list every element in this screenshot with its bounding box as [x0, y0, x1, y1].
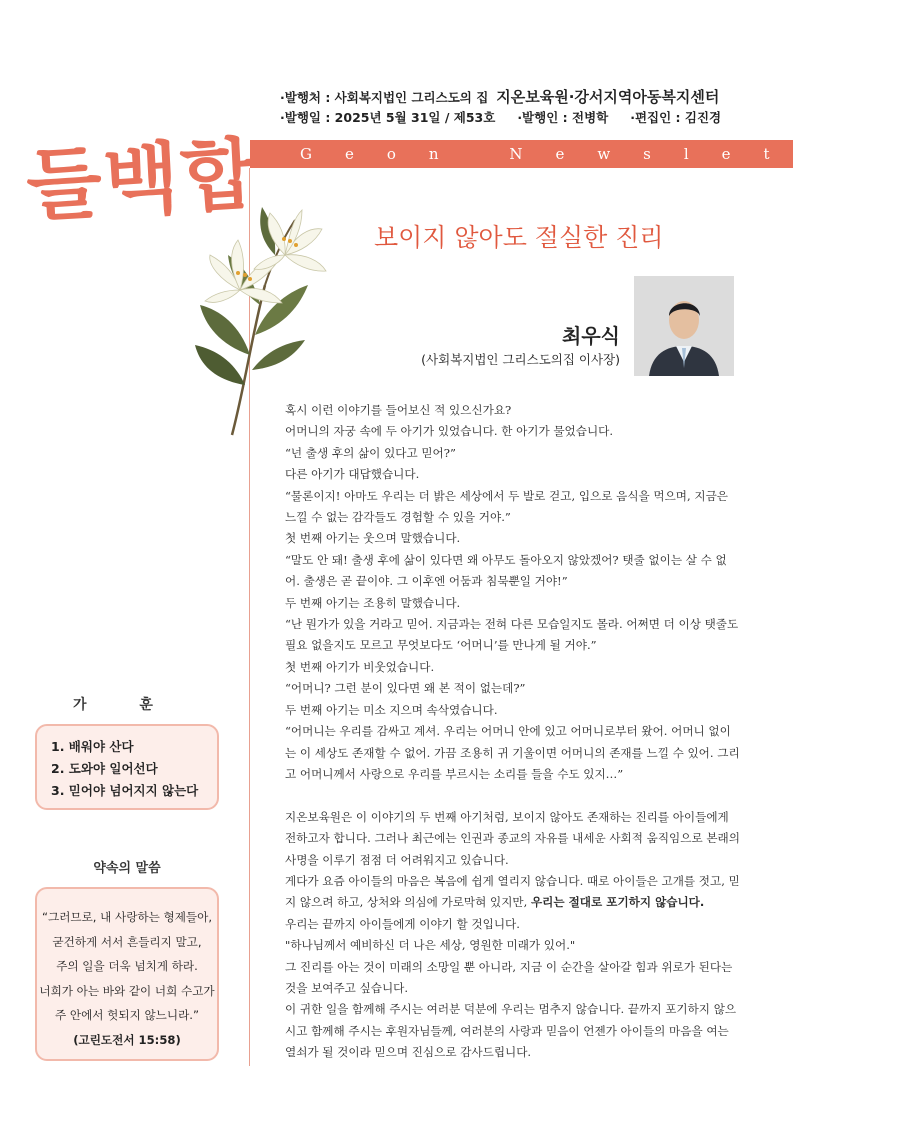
- editor: ·편집인 : 김진경: [630, 110, 722, 125]
- newsletter-logo: 들백합: [24, 128, 261, 233]
- promise-line: 너희가 아는 바와 같이 너희 수고가: [39, 983, 215, 998]
- article-paragraph: “난 뭔가가 있을 거라고 믿어. 지금과는 전혀 다른 모습일지도 몰라. 어쩌면 더 이상 탯줄도 필요 없을지도 모르고 무엇보다도 ‘어머니’를 만나게 될 거야.”: [285, 617, 739, 653]
- article-paragraph: “넌 출생 후의 삶이 있다고 믿어?”: [285, 445, 456, 460]
- promise-line: 굳건하게 서서 흔들리지 말고,: [52, 934, 202, 949]
- issuer: ·발행인 : 전병학: [517, 110, 609, 125]
- article-paragraph: “말도 안 돼! 출생 후에 삶이 있다면 왜 아무도 돌아오지 않았겠어? 탯줄 없이는 살 수 없어. 출생은 곧 끝이야. 그 이후엔 어둠과 침묵뿐일 거야!”: [285, 552, 727, 589]
- article-emphasis: 우리는 절대로 포기하지 않습니다.: [530, 895, 705, 910]
- motto-heading: 가 훈: [73, 697, 177, 713]
- article-paragraph: 이 귀한 일을 함께해 주시는 여러분 덕분에 우리는 멈추지 않습니다. 끝까지 포기하지 않으시고 함께해 주시는 후원자님들께, 여러분의 사랑과 믿음이 언젠가 아이들의 마음을 여는 열쇠가 될 것이라 믿으며 진심으로 감사드립니다.: [285, 1002, 737, 1060]
- promise-line: 주 안에서 헛되지 않느니라.”: [55, 1008, 199, 1022]
- motto-item: 1. 배워야 산다: [51, 739, 134, 754]
- article-paragraph: 어머니의 자궁 속에 두 아기가 있었습니다. 한 아기가 물었습니다.: [285, 424, 614, 439]
- article-paragraph: “어머니는 우리를 감싸고 계셔. 우리는 어머니 안에 있고 어머니로부터 왔어. 어머니 없이는 이 세상도 존재할 수 없어. 가끔 조용히 귀 기울이면 어머니의 존재를 느낄 수 있어. 그리고 어머니께서 사랑으로 우리를 부르시는 소리를 들을 수도 있지…”: [285, 724, 740, 781]
- article-paragraph: 다른 아기가 대답했습니다.: [285, 467, 420, 482]
- promise-reference: (고린도전서 15:58): [73, 1032, 181, 1047]
- promise-line: 주의 일을 더욱 넘치게 하라.: [56, 959, 198, 973]
- author-photo: [634, 276, 734, 376]
- publisher-org: 지온보육원·강서지역아동복지센터: [496, 88, 720, 106]
- issue-date: ·발행일 : 2025년 5월 31일 / 제53호: [280, 110, 496, 125]
- publisher-line: [280, 86, 719, 107]
- article-title: 보이지 않아도 절실한 진리: [374, 223, 664, 252]
- article-paragraph: 첫 번째 아기가 비웃었습니다.: [285, 659, 435, 674]
- article-paragraph: [285, 871, 740, 914]
- article-paragraph: 두 번째 아기는 미소 지으며 속삭였습니다.: [285, 702, 498, 717]
- promise-box: [35, 887, 219, 1061]
- promise-line: “그러므로, 내 사랑하는 형제들아,: [41, 910, 213, 924]
- author-name: 최우식: [562, 324, 620, 348]
- article-paragraph: 그 진리를 아는 것이 미래의 소망일 뿐 아니라, 지금 이 순간을 살아갈 힘과 위로가 된다는 것을 보여주고 싶습니다.: [285, 959, 733, 995]
- issue-line: [280, 108, 721, 126]
- author-role: (사회복지법인 그리스도의집 이사장): [421, 352, 620, 367]
- article-paragraph: 우리는 끝까지 아이들에게 이야기 할 것입니다.: [285, 916, 520, 931]
- article-paragraph: “물론이지! 아마도 우리는 더 밝은 세상에서 두 발로 걷고, 입으로 음식을 먹으며, 지금은 느낄 수 없는 감각들도 경험할 수 있을 거야.”: [285, 488, 728, 525]
- article-sentence: 게다가 요즘 아이들의 마음은 복음에 쉽게 열리지 않습니다. 때로 아이들은 고개를 젓고, 믿지 않으려 하고, 상처와 의심에 가로막혀 있지만,: [285, 873, 740, 910]
- publisher-label: ·발행처 : 사회복지법인 그리스도의 집: [280, 90, 489, 105]
- motto-box: [35, 724, 219, 810]
- article-paragraph: 혹시 이런 이야기를 들어보신 적 있으신가요?: [285, 403, 512, 417]
- motto-item: 3. 믿어야 넘어지지 않는다: [51, 783, 199, 798]
- article-body: [285, 400, 740, 1064]
- newsletter-band-text: Geon Newsletter: [300, 145, 924, 163]
- article-paragraph: 첫 번째 아기는 웃으며 말했습니다.: [285, 531, 461, 546]
- article-paragraph: 두 번째 아기는 조용히 말했습니다.: [285, 595, 461, 610]
- article-paragraph: 지온보육원은 이 이야기의 두 번째 아기처럼, 보이지 않아도 존재하는 진리를 아이들에게 전하고자 합니다. 그러나 최근에는 인권과 종교의 자유를 내세운 사회적 움직임으로 본래의 사명을 이루기 점점 더 어려워지고 있습니다.: [285, 809, 740, 867]
- motto-item: 2. 도와야 일어선다: [51, 761, 158, 776]
- article-paragraph: "하나님께서 예비하신 더 나은 세상, 영원한 미래가 있어.": [285, 938, 576, 953]
- promise-heading: 약속의 말씀: [93, 861, 161, 876]
- article-paragraph: “어머니? 그런 분이 있다면 왜 본 적이 없는데?”: [285, 681, 526, 696]
